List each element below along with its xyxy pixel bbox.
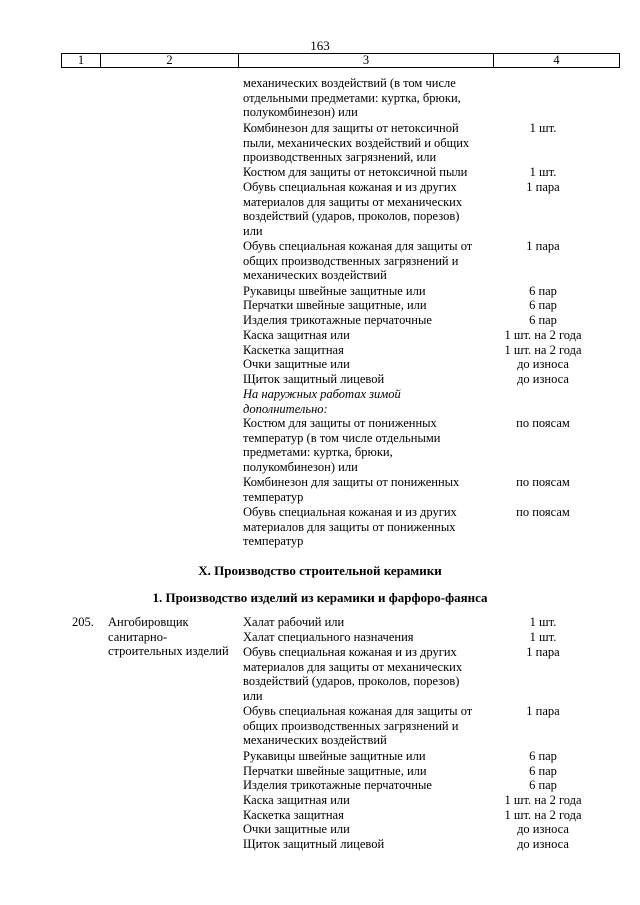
subsection-title: 1. Производство изделий из керамики и фарфоро-фаянса <box>152 590 488 605</box>
item-name: Каскетка защитная <box>243 808 344 822</box>
item-quantity: 6 пар <box>529 313 557 327</box>
item-quantity: 1 шт. <box>529 165 557 179</box>
item-quantity: по поясам <box>516 505 570 519</box>
item-name: Рукавицы швейные защитные или <box>243 284 426 298</box>
item-name: Изделия трикотажные перчаточные <box>243 313 432 327</box>
item-name: Очки защитные или <box>243 357 350 371</box>
item-quantity: 6 пар <box>529 778 557 792</box>
item-quantity: 6 пар <box>529 284 557 298</box>
item-quantity: по поясам <box>516 475 570 489</box>
item-quantity: 1 пара <box>526 645 560 659</box>
item-name: механических воздействий (в том числе отдельными предметами: куртка, брюки, полукомбинезон) или <box>243 76 461 120</box>
profession-name: Ангобировщик санитарно- строительных изделий <box>108 615 229 659</box>
item-quantity: 1 шт. на 2 года <box>504 328 582 342</box>
item-quantity: 1 пара <box>526 239 560 253</box>
item-name: Рукавицы швейные защитные или <box>243 749 426 763</box>
item-name: Каскетка защитная <box>243 343 344 357</box>
item-name: Комбинезон для защиты от нетоксичной пыли, механических воздействий и общих производственных загрязнений, или <box>243 121 470 165</box>
item-quantity: 1 шт. <box>529 615 557 629</box>
item-name: Очки защитные или <box>243 822 350 836</box>
item-name: Каска защитная или <box>243 328 350 342</box>
item-name: Костюм для защиты от пониженных температур (в том числе отдельными предметами: куртка, брюки, полукомбинезон) или <box>243 416 441 475</box>
item-quantity: 1 шт. <box>529 121 557 135</box>
item-name: Щиток защитный лицевой <box>243 837 385 851</box>
item-quantity: 6 пар <box>529 298 557 312</box>
item-name: Костюм для защиты от нетоксичной пыли <box>243 165 468 179</box>
item-name: Обувь специальная кожаная для защиты от общих производственных загрязнений и механических воздействий <box>243 704 473 748</box>
item-quantity: 1 шт. на 2 года <box>504 808 582 822</box>
item-quantity: до износа <box>517 372 569 386</box>
item-name: Щиток защитный лицевой <box>243 372 385 386</box>
item-name: Каска защитная или <box>243 793 350 807</box>
item-name: Обувь специальная кожаная для защиты от общих производственных загрязнений и механических воздействий <box>243 239 473 283</box>
item-name: Обувь специальная кожаная и из других материалов для защиты от пониженных температур <box>243 505 457 549</box>
column-header-row <box>61 53 620 68</box>
item-name: Изделия трикотажные перчаточные <box>243 778 432 792</box>
item-name: Перчатки швейные защитные, или <box>243 298 427 312</box>
item-quantity: 1 пара <box>526 704 560 718</box>
column-header-2: 2 <box>166 53 173 67</box>
item-quantity: 1 шт. <box>529 630 557 644</box>
section-title: X. Производство строительной керамики <box>198 563 442 578</box>
item-name: Обувь специальная кожаная и из других материалов для защиты от механических воздействий (ударов, проколов, порезов) или <box>243 180 463 239</box>
page-number: 163 <box>310 38 330 53</box>
item-name: Комбинезон для защиты от пониженных температур <box>243 475 460 504</box>
column-header-3: 3 <box>362 53 370 67</box>
item-quantity: 1 шт. на 2 года <box>504 343 582 357</box>
item-name: Перчатки швейные защитные, или <box>243 764 427 778</box>
item-name: Обувь специальная кожаная и из других материалов для защиты от механических воздействий (ударов, проколов, порезов) или <box>243 645 463 704</box>
item-quantity: 1 пара <box>526 180 560 194</box>
item-name: Халат рабочий или <box>243 615 345 629</box>
winter-note: На наружных работах зимой дополнительно: <box>243 387 401 416</box>
item-name: Халат специального назначения <box>243 630 414 644</box>
item-quantity: 1 шт. на 2 года <box>504 793 582 807</box>
item-quantity: до износа <box>517 357 569 371</box>
item-quantity: 6 пар <box>529 764 557 778</box>
item-quantity: по поясам <box>516 416 570 430</box>
item-quantity: до износа <box>517 837 569 851</box>
entry-number: 205. <box>72 615 94 629</box>
column-header-4: 4 <box>553 53 560 67</box>
item-quantity: 6 пар <box>529 749 557 763</box>
item-quantity: до износа <box>517 822 569 836</box>
column-header-1: 1 <box>77 53 85 67</box>
